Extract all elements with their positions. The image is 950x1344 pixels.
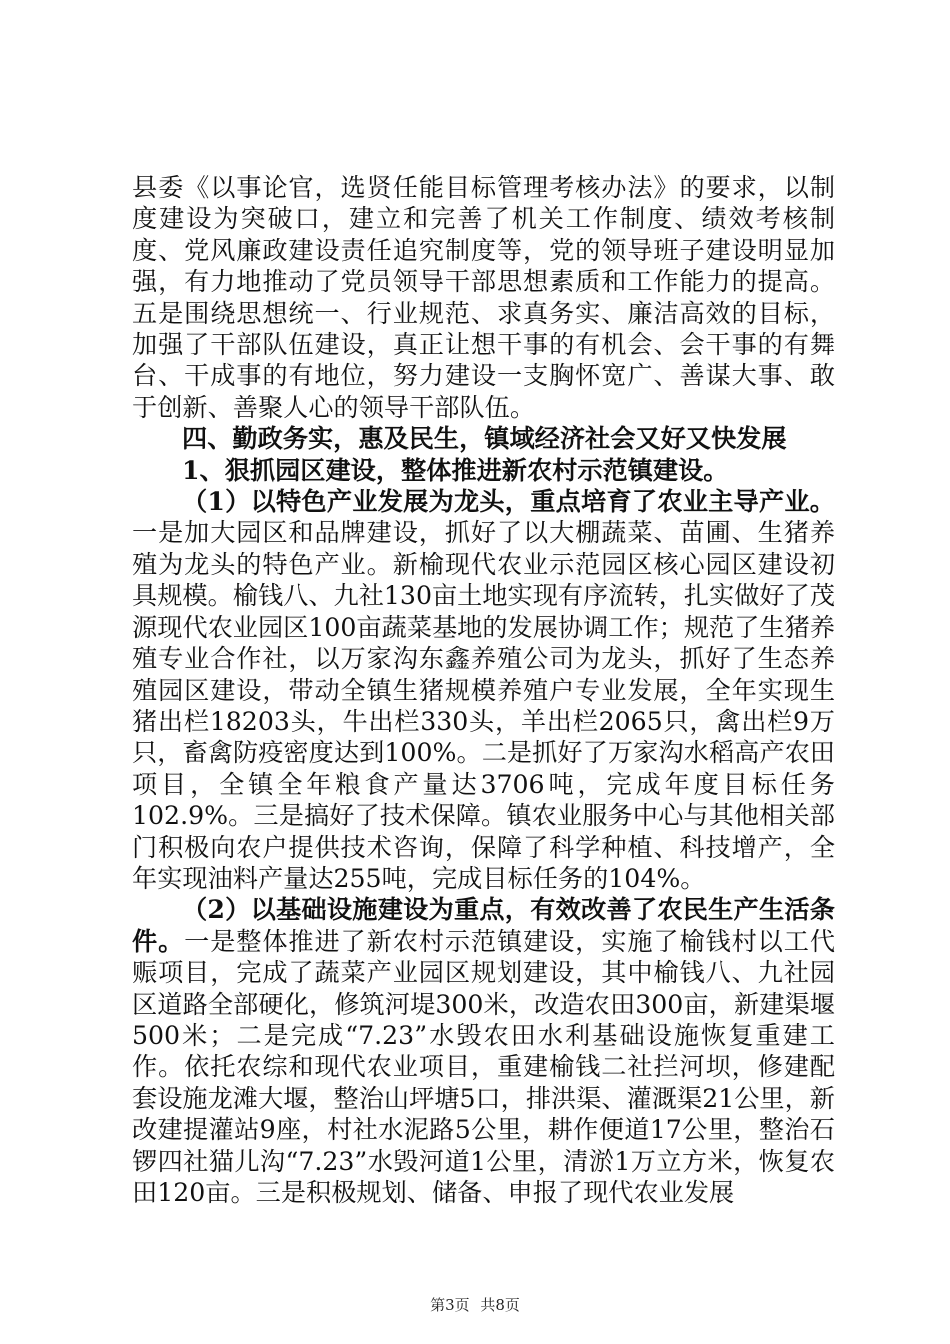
item-1-title: （1）以特色产业发展为龙头，重点培育了农业主导产业。 (182, 486, 835, 517)
page-number-total: 共8页 (480, 1296, 520, 1314)
document-body (132, 172, 835, 1208)
paragraph-continuation: 县委《以事论官，选贤任能目标管理考核办法》的要求，以制度建设为突破口，建立和完善了机关工作制度、绩效考核制度、党风廉政建设责任追究制度等，党的领导班子建设明显加强，有力地推动了党员领导干部思想素质和工作能力的提高。五是围绕思想统一、行业规范、求真务实、廉洁高效的目标，加强了干部队伍建设，真正让想干事的有机会、会干事的有舞台、干成事的有地位，努力建设一支胸怀宽广、善谋大事、敢于创新、善聚人心的领导干部队伍。 (132, 173, 835, 422)
item-2-title: （2）以基础设施建设为重点，有效改善了农民生产生活条件。 (132, 894, 835, 956)
item-2-body: 一是整体推进了新农村示范镇建设，实施了榆钱村以工代赈项目，完成了蔬菜产业园区规划建设，其中榆钱八、九社园区道路全部硬化，修筑河堤300米，改造农田300亩，新建渠堰500米；二是完成“7.23”水毁农田水利基础设施恢复重建工作。依托农综和现代农业项目，重建榆钱二社拦河坝，修建配套设施龙滩大堰，整治山坪塘5口，排洪渠、灌溉渠21公里，新改建提灌站9座，村社水泥路5公里，耕作便道17公里，整治石锣四社猫儿沟“7.23”水毁河道1公里，清淤1万立方米，恢复农田120亩。三是积极规划、储备、申报了现代农业发展 (132, 926, 836, 1207)
page-number-current: 第3页 (430, 1296, 470, 1314)
subsection-heading-1: 1、狠抓园区建设，整体推进新农村示范镇建设。 (182, 454, 729, 485)
section-heading-4: 四、勤政务实，惠及民生，镇域经济社会又好又快发展 (182, 423, 787, 454)
paragraph-item-1 (132, 486, 835, 894)
item-1-body: 一是加大园区和品牌建设，抓好了以大棚蔬菜、苗圃、生猪养殖为龙头的特色产业。新榆现代农业示范园区核心园区建设初具规模。榆钱八、九社130亩土地实现有序流转，扎实做好了茂源现代农业园区100亩蔬菜基地的发展协调工作；规范了生猪养殖专业合作社，以万家沟东鑫养殖公司为龙头，抓好了生态养殖园区建设，带动全镇生猪规模养殖户专业发展，全年实现生猪出栏18203头，牛出栏330头，羊出栏2065只，禽出栏9万只，畜禽防疫密度达到100%。二是抓好了万家沟水稻高产农田项目，全镇全年粮食产量达3706吨，完成年度目标任务102.9%。三是搞好了技术保障。镇农业服务中心与其他相关部门积极向农户提供技术咨询，保障了科学种植、科技增产，全年实现油料产量达255吨，完成目标任务的104%。 (132, 518, 835, 893)
paragraph-item-2 (132, 894, 835, 1208)
page-footer (0, 1294, 950, 1315)
